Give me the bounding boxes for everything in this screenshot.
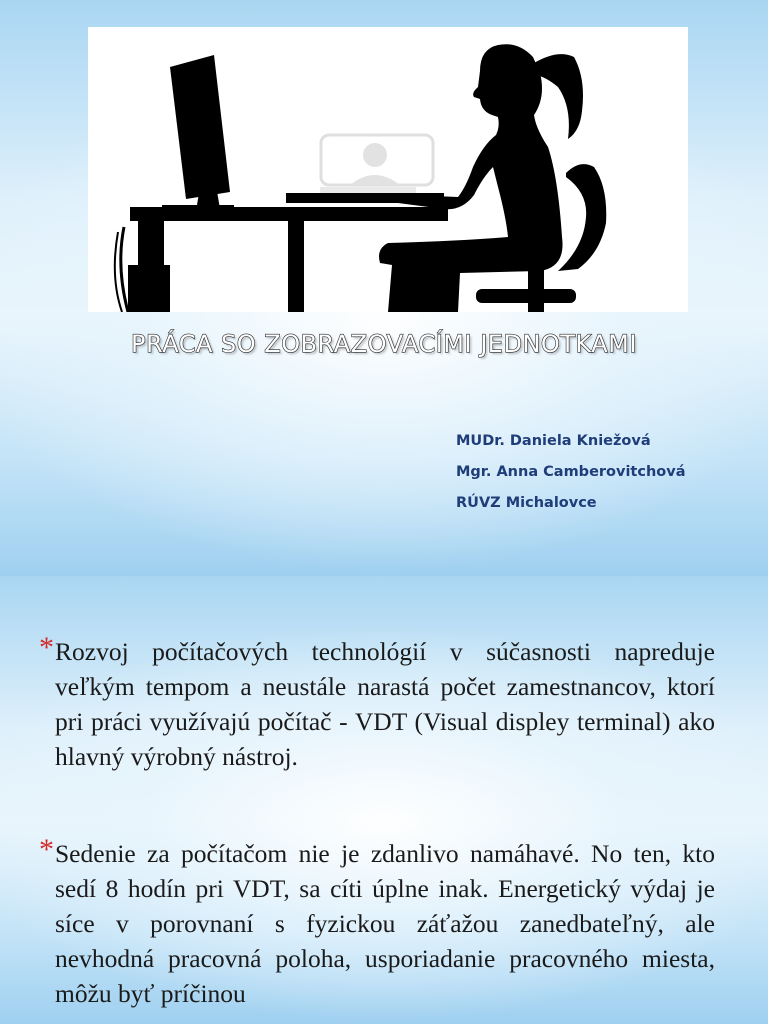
author-name: Mgr. Anna Camberovitchová bbox=[456, 464, 686, 480]
institution-name: RÚVZ Michalovce bbox=[456, 495, 597, 511]
presentation-title: PRÁCA SO ZOBRAZOVACÍMI JEDNOTKAMI bbox=[131, 330, 637, 358]
paragraph-text: Rozvoj počítačových technológií v súčasnosti napreduje veľkým tempom a neustále narastá počet zamestnancov, ktorí pri práci využívajú počítač - VDT (Visual displey terminal) ako hlavný výrobný nástroj. bbox=[55, 637, 715, 771]
paragraph-text: Sedenie za počítačom nie je zdanlivo namáhavé. No ten, kto sedí 8 hodín pri VDT, sa cíti úplne inak. Energetický výdaj je síce v porovnaní s fyzickou záťažou zanedbateľný, ale nevhodná pracovná poloha, usporiadanie pracovného miesta, môžu byť príčinou bbox=[55, 839, 715, 1008]
author-name: MUDr. Daniela Kniežová bbox=[456, 433, 651, 449]
bullet-paragraph bbox=[39, 833, 715, 1011]
asterisk-bullet-icon: * bbox=[39, 631, 54, 664]
bullet-paragraph bbox=[39, 631, 715, 774]
author-list bbox=[456, 426, 685, 519]
silhouette-graphic bbox=[88, 27, 688, 312]
woman-silhouette bbox=[379, 44, 606, 312]
asterisk-bullet-icon: * bbox=[39, 833, 54, 866]
content-slide bbox=[0, 576, 768, 1024]
computer-worker-silhouette-image bbox=[88, 27, 688, 312]
watermark-logo bbox=[320, 135, 433, 199]
monitor-silhouette bbox=[162, 55, 234, 215]
